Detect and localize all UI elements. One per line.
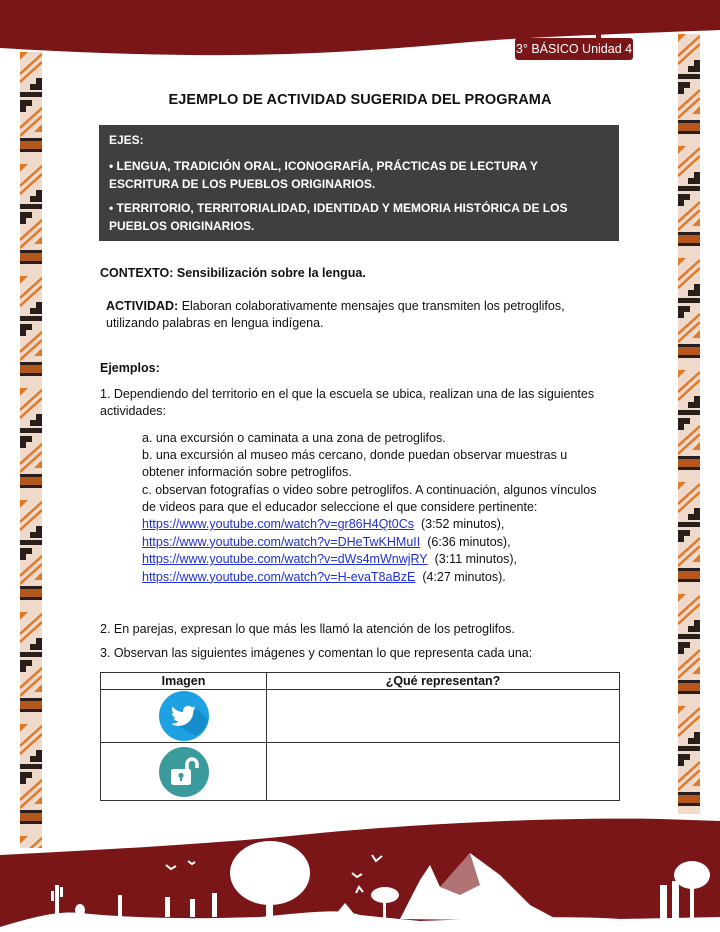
twitter-bird-icon bbox=[158, 690, 210, 742]
ejes-item: • LENGUA, TRADICIÓN ORAL, ICONOGRAFÍA, PRÁCTICAS DE LECTURA Y ESCRITURA DE LOS PUEBLOS ORIGINARIOS. bbox=[109, 159, 538, 191]
video-link[interactable]: https://www.youtube.com/watch?v=DHeTwKHMuII bbox=[142, 534, 421, 549]
decorative-border-left bbox=[20, 52, 42, 848]
ejemplo-item-1: 1. Dependiendo del territorio en el que la escuela se ubica, realizan una de las siguientes actividades: bbox=[100, 387, 595, 418]
table-row bbox=[101, 690, 620, 743]
ejes-item: • TERRITORIO, TERRITORIALIDAD, IDENTIDAD Y MEMORIA HISTÓRICA DE LOS PUEBLOS ORIGINARIOS. bbox=[109, 201, 568, 233]
unit-tag: 3° BÁSICO Unidad 4 bbox=[515, 38, 633, 60]
actividad-paragraph bbox=[106, 298, 616, 332]
video-duration: (6:36 minutos), bbox=[427, 534, 511, 549]
footer-landscape-band bbox=[0, 815, 720, 932]
decorative-border-right bbox=[678, 34, 700, 814]
column-header-imagen: Imagen bbox=[101, 673, 267, 690]
table-cell-image bbox=[101, 743, 267, 801]
video-link-row bbox=[142, 534, 517, 552]
video-link-row bbox=[142, 516, 517, 534]
ejemplo-sub-a: a. una excursión o caminata a una zona de petroglifos. bbox=[142, 431, 446, 445]
contexto-line bbox=[100, 265, 366, 282]
actividad-text: Elaboran colaborativamente mensajes que transmiten los petroglifos, utilizando palabras en lengua indígena. bbox=[106, 299, 565, 330]
ejemplos-heading: Ejemplos: bbox=[100, 361, 160, 375]
table-cell-answer[interactable] bbox=[267, 743, 620, 801]
video-link[interactable]: https://www.youtube.com/watch?v=gr86H4Qt0Cs bbox=[142, 517, 415, 531]
column-header-que-representan: ¿Qué representan? bbox=[267, 673, 620, 690]
ejemplo-sub-b: b. una excursión al museo más cercano, donde puedan observar muestras u obtener información sobre petroglifos. bbox=[142, 448, 568, 479]
ejemplo-item-3: 3. Observan las siguientes imágenes y comentan lo que representa cada una: bbox=[100, 646, 533, 660]
ejes-box bbox=[99, 125, 619, 241]
table-row bbox=[101, 743, 620, 801]
video-link-row bbox=[142, 551, 517, 569]
video-duration: (3:52 minutos), bbox=[420, 517, 505, 531]
table-header-row bbox=[101, 673, 620, 690]
table-cell-image bbox=[101, 690, 267, 743]
video-duration: (3:11 minutos), bbox=[434, 552, 518, 566]
table-cell-answer[interactable] bbox=[267, 690, 620, 743]
actividad-label: ACTIVIDAD: bbox=[106, 299, 179, 313]
video-duration: (4:27 minutos). bbox=[422, 569, 506, 584]
contexto-text: Sensibilización sobre la lengua. bbox=[173, 266, 366, 280]
video-links-list bbox=[142, 516, 517, 586]
image-meaning-table bbox=[100, 672, 620, 801]
contexto-label: CONTEXTO: bbox=[100, 266, 174, 280]
ejes-title: EJES: bbox=[109, 133, 144, 147]
video-link[interactable]: https://www.youtube.com/watch?v=H-evaT8aBzE bbox=[142, 569, 416, 584]
video-link[interactable]: https://www.youtube.com/watch?v=dWs4mWnwjRY bbox=[142, 552, 428, 566]
ejemplo-sub-c: c. observan fotografías o video sobre petroglifos. A continuación, algunos vínculos de videos para que el educador seleccione el que considere pertinente: bbox=[142, 483, 597, 514]
ejemplo-item-2: 2. En parejas, expresan lo que más les llamó la atención de los petroglifos. bbox=[100, 622, 515, 636]
page-title: EJEMPLO DE ACTIVIDAD SUGERIDA DEL PROGRAMA bbox=[168, 92, 552, 108]
video-link-row bbox=[142, 569, 517, 587]
unlocked-padlock-icon bbox=[158, 746, 210, 798]
